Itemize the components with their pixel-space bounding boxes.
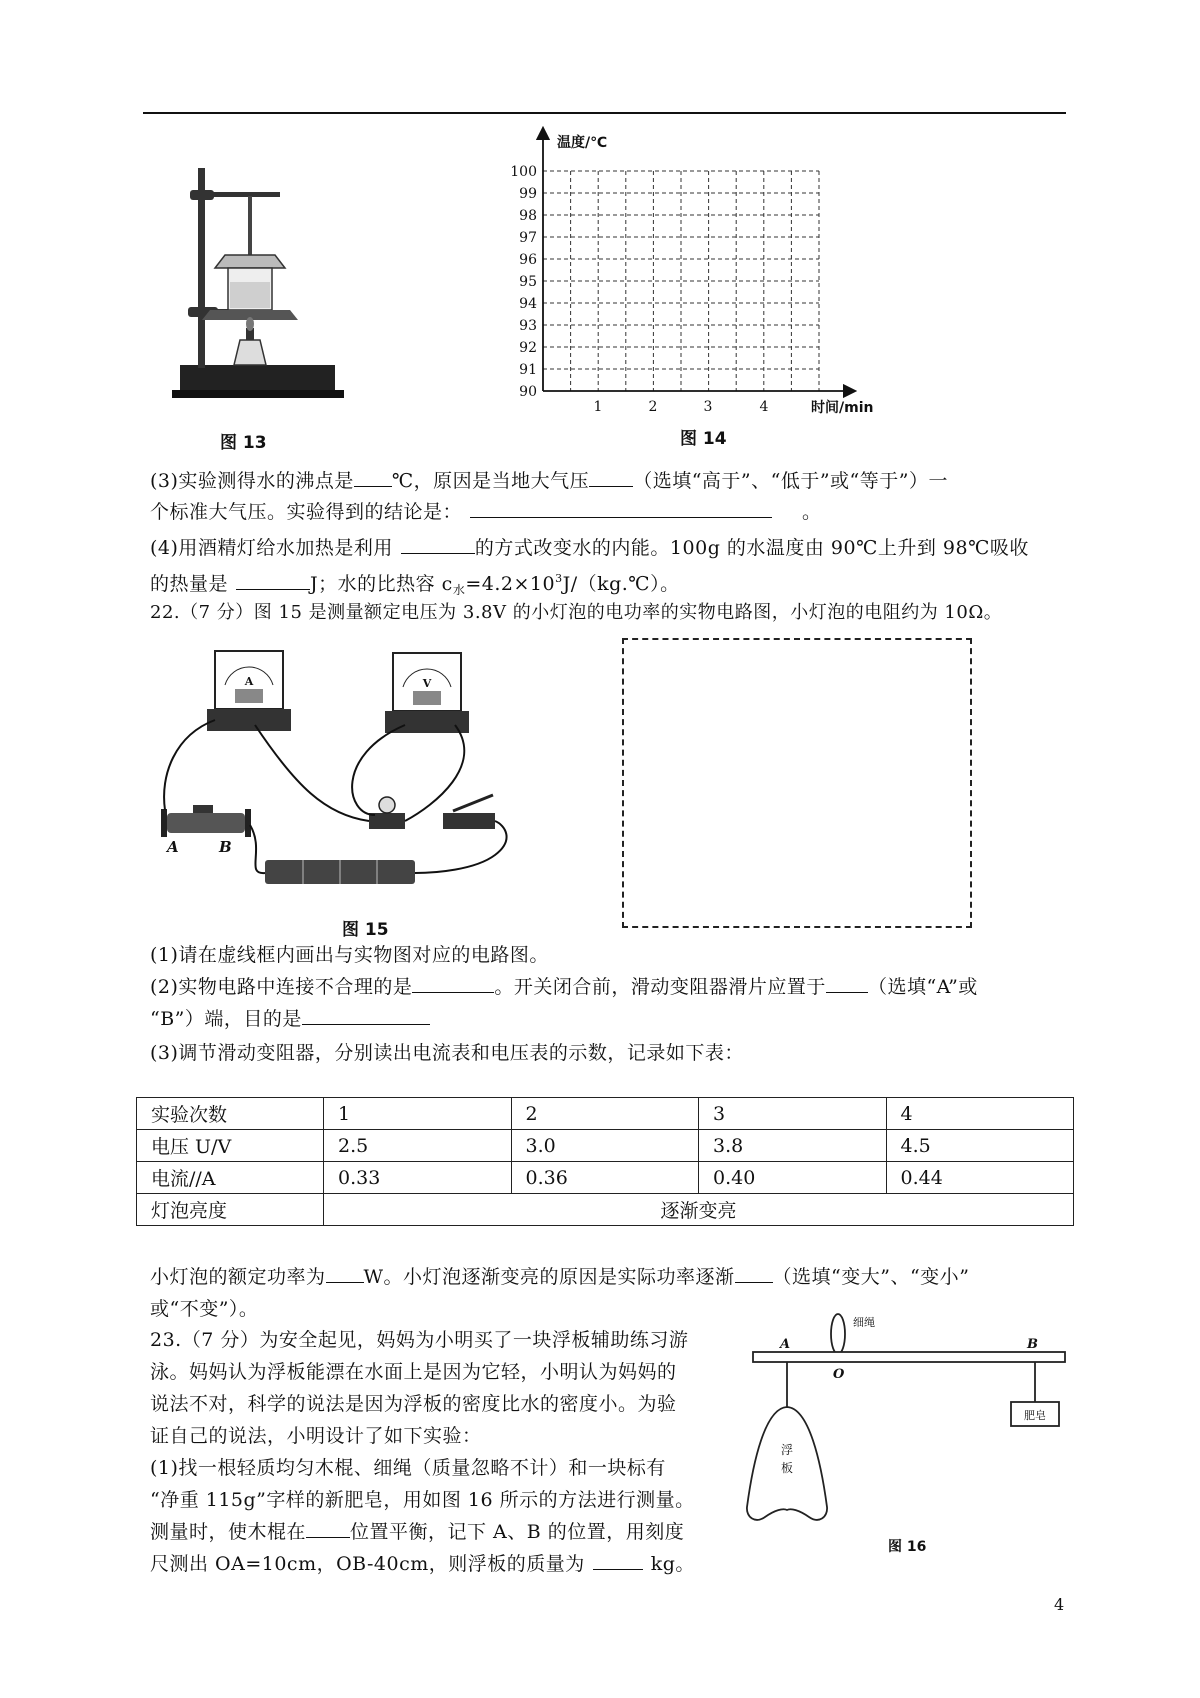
answer-blank[interactable] bbox=[401, 533, 475, 554]
float-board-label-2: 板 bbox=[781, 1461, 794, 1475]
answer-blank[interactable] bbox=[826, 972, 868, 993]
table-cell: 1 bbox=[324, 1098, 512, 1130]
page-number: 4 bbox=[1054, 1595, 1065, 1614]
table-row bbox=[137, 1130, 1074, 1162]
y-tick-label: 97 bbox=[519, 230, 537, 246]
table-cell: 0.40 bbox=[699, 1162, 887, 1194]
top-rule bbox=[143, 112, 1066, 114]
table-cell: 实验次数 bbox=[137, 1098, 324, 1130]
table-cell: 0.44 bbox=[886, 1162, 1074, 1194]
ammeter-label: A bbox=[244, 675, 254, 688]
y-tick-label: 94 bbox=[519, 296, 537, 312]
table-cell: 4.5 bbox=[886, 1130, 1074, 1162]
table-row bbox=[137, 1162, 1074, 1194]
answer-blank[interactable] bbox=[589, 466, 633, 487]
answer-blank[interactable] bbox=[326, 1262, 364, 1283]
q23-line3: 说法不对，科学的说法是因为浮板的密度比水的密度小。为验 bbox=[150, 1393, 677, 1415]
answer-blank[interactable] bbox=[470, 497, 772, 518]
table-cell: 3.0 bbox=[511, 1130, 699, 1162]
q23-line1: 23.（7 分）为安全起见，妈妈为小明买了一块浮板辅助练习游 bbox=[150, 1329, 689, 1351]
table-cell: 3.8 bbox=[699, 1130, 887, 1162]
table-row bbox=[137, 1194, 1074, 1226]
circuit-drawing-box[interactable] bbox=[622, 638, 972, 928]
q21-part3-line2: 个标准大气压。实验得到的结论是： 。 bbox=[150, 497, 822, 527]
x-tick-label: 1 bbox=[593, 399, 603, 415]
q22-part3: (3)调节滑动变阻器，分别读出电流表和电压表的示数，记录如下表： bbox=[150, 1042, 744, 1064]
q23-line2: 泳。妈妈认为浮板能漂在水面上是因为它轻，小明认为妈妈的 bbox=[150, 1361, 677, 1383]
y-tick-label: 96 bbox=[519, 252, 537, 268]
x-tick-label: 4 bbox=[759, 399, 769, 415]
q23-line5: (1)找一根轻质均匀木棍、细绳（质量忽略不计）和一块标有 bbox=[150, 1457, 666, 1479]
q21-part4-line1: (4)用酒精灯给水加热是利用 的方式改变水的内能。100g 的水温度由 90℃上升到 98℃吸收 bbox=[150, 533, 1029, 563]
figure-15-caption: 图 15 bbox=[342, 920, 389, 940]
y-axis-label: 温度/℃ bbox=[557, 135, 608, 151]
table-cell: 电压 U/V bbox=[137, 1130, 324, 1162]
rheostat-terminal-b: B bbox=[219, 838, 232, 856]
x-tick-label: 2 bbox=[648, 399, 658, 415]
q22-part2-line2: “B”）端，目的是 bbox=[150, 1004, 430, 1034]
table-cell: 0.33 bbox=[324, 1162, 512, 1194]
y-tick-label: 91 bbox=[519, 362, 537, 378]
answer-blank[interactable] bbox=[302, 1004, 430, 1025]
answer-blank[interactable] bbox=[354, 466, 392, 487]
y-tick-label: 90 bbox=[519, 384, 537, 400]
q21-part4-line2: 的热量是 J；水的比热容 $c_水=4.2\times 10^3J/(kg.℃)$。 bbox=[150, 564, 680, 605]
answer-blank[interactable] bbox=[236, 569, 310, 590]
x-tick-label: 3 bbox=[703, 399, 713, 415]
q22-after-table-line1: 小灯泡的额定功率为 W。小灯泡逐渐变亮的原因是实际功率逐渐 （选填“变大”、“变小” bbox=[150, 1262, 969, 1292]
figure-14-caption: 图 14 bbox=[680, 429, 727, 449]
voltmeter-label: V bbox=[422, 677, 432, 690]
table-cell: 0.36 bbox=[511, 1162, 699, 1194]
measurement-table bbox=[136, 1097, 1074, 1226]
x-axis-label: 时间/min bbox=[811, 400, 874, 415]
answer-blank[interactable] bbox=[593, 1549, 643, 1570]
table-row bbox=[137, 1098, 1074, 1130]
table-cell: 4 bbox=[886, 1098, 1074, 1130]
point-a-label: A bbox=[780, 1337, 791, 1352]
figure-16-caption: 图 16 bbox=[888, 1539, 927, 1555]
table-cell: 2 bbox=[511, 1098, 699, 1130]
answer-blank[interactable] bbox=[412, 972, 494, 993]
answer-blank[interactable] bbox=[306, 1517, 350, 1538]
table-cell: 3 bbox=[699, 1098, 887, 1130]
q22-intro: 22.（7 分）图 15 是测量额定电压为 3.8V 的小灯泡的电功率的实物电路图，小灯泡的电阻约为 10Ω。 bbox=[150, 602, 1003, 623]
q22-part2-line1: (2)实物电路中连接不合理的是 。开关闭合前，滑动变阻器滑片应置于 （选填“A”或 bbox=[150, 972, 978, 1002]
table-cell: 逐渐变亮 bbox=[324, 1194, 1074, 1226]
y-tick-label: 93 bbox=[519, 318, 537, 334]
q22-part1: (1)请在虚线框内画出与实物图对应的电路图。 bbox=[150, 944, 549, 966]
q23-line4: 证自己的说法，小明设计了如下实验： bbox=[150, 1425, 482, 1447]
figure-14-grid bbox=[505, 125, 885, 415]
q23-line8: 尺测出 OA=10cm，OB-40cm，则浮板的质量为 kg。 bbox=[150, 1549, 695, 1579]
y-tick-label: 100 bbox=[510, 164, 537, 180]
rope-label: 细绳 bbox=[853, 1316, 875, 1329]
table-cell: 2.5 bbox=[324, 1130, 512, 1162]
q23-line6: “净重 115g”字样的新肥皂，用如图 16 所示的方法进行测量。 bbox=[150, 1489, 695, 1511]
figure-15-circuit bbox=[155, 645, 565, 905]
y-tick-label: 98 bbox=[519, 208, 537, 224]
y-tick-label: 92 bbox=[519, 340, 537, 356]
table-cell: 电流//A bbox=[137, 1162, 324, 1194]
answer-blank[interactable] bbox=[735, 1262, 773, 1283]
point-b-label: B bbox=[1027, 1337, 1038, 1352]
q23-line7: 测量时，使木棍在 位置平衡，记下 A、B 的位置，用刻度 bbox=[150, 1517, 684, 1547]
table-cell: 灯泡亮度 bbox=[137, 1194, 324, 1226]
soap-label: 肥皂 bbox=[1024, 1409, 1046, 1422]
rheostat-terminal-a: A bbox=[167, 838, 179, 856]
figure-13-caption: 图 13 bbox=[220, 433, 267, 453]
q21-part3-line1: (3)实验测得水的沸点是 ℃，原因是当地大气压 （选填“高于”、“低于”或“等于”）一 bbox=[150, 466, 948, 496]
figure-13-apparatus bbox=[170, 160, 350, 420]
y-tick-label: 99 bbox=[519, 186, 537, 202]
y-tick-label: 95 bbox=[519, 274, 537, 290]
q22-after-table-line2: 或“不变”）。 bbox=[150, 1298, 259, 1320]
figure-16-lever bbox=[745, 1312, 1075, 1532]
float-board-label-1: 浮 bbox=[781, 1443, 794, 1457]
point-o-label: O bbox=[833, 1367, 845, 1382]
